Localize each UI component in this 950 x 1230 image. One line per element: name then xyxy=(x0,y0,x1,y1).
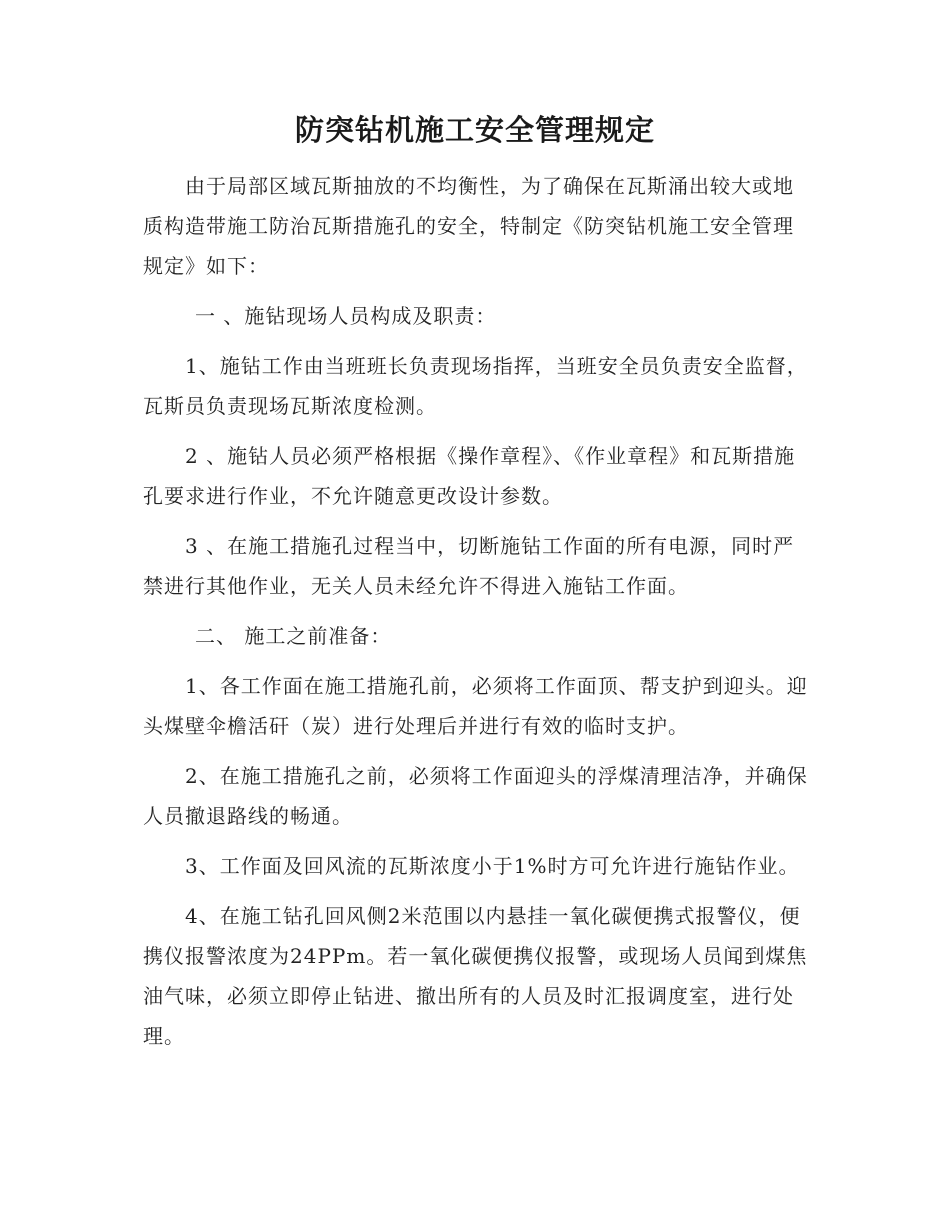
intro-paragraph: 由于局部区域瓦斯抽放的不均衡性，为了确保在瓦斯涌出较大或地质构造带施工防治瓦斯措施孔的安全，特制定《防突钻机施工安全管理规定》如下： xyxy=(143,174,794,278)
section-2-heading: 二、 施工之前准备： xyxy=(195,624,392,648)
section-2-item-3: 3、工作面及回风流的瓦斯浓度小于1%时方可允许进行施钻作业。 xyxy=(185,854,800,878)
document-body xyxy=(143,166,813,1066)
section-2-item-2: 2、在施工措施孔之前，必须将工作面迎头的浮煤清理洁净，并确保人员撤退路线的畅通。 xyxy=(143,764,808,828)
section-2-item-1: 1、各工作面在施工措施孔前，必须将工作面顶、帮支护到迎头。迎头煤壁伞檐活矸（炭）进行处理后并进行有效的临时支护。 xyxy=(143,674,808,738)
section-1-item-2: 2 、施钻人员必须严格根据《操作章程》、《作业章程》和瓦斯措施孔要求进行作业，不允许随意更改设计参数。 xyxy=(143,444,796,508)
section-2-item-4: 4、在施工钻孔回风侧2米范围以内悬挂一氧化碳便携式报警仪，便携仪报警浓度为24PPm。若一氧化碳便携仪报警，或现场人员闻到煤焦油气味，必须立即停止钻进、撤出所有的人员及时汇报调度室，进行处理。 xyxy=(143,904,808,1048)
section-1-item-3: 3 、在施工措施孔过程当中，切断施钻工作面的所有电源，同时严禁进行其他作业，无关人员未经允许不得进入施钻工作面。 xyxy=(143,534,795,598)
section-1-heading: 一 、施钻现场人员构成及职责： xyxy=(195,304,497,328)
section-1-item-1: 1、施钻工作由当班班长负责现场指挥，当班安全员负责安全监督，瓦斯员负责现场瓦斯浓度检测。 xyxy=(143,354,808,418)
document-title: 防突钻机施工安全管理规定 xyxy=(294,113,655,147)
